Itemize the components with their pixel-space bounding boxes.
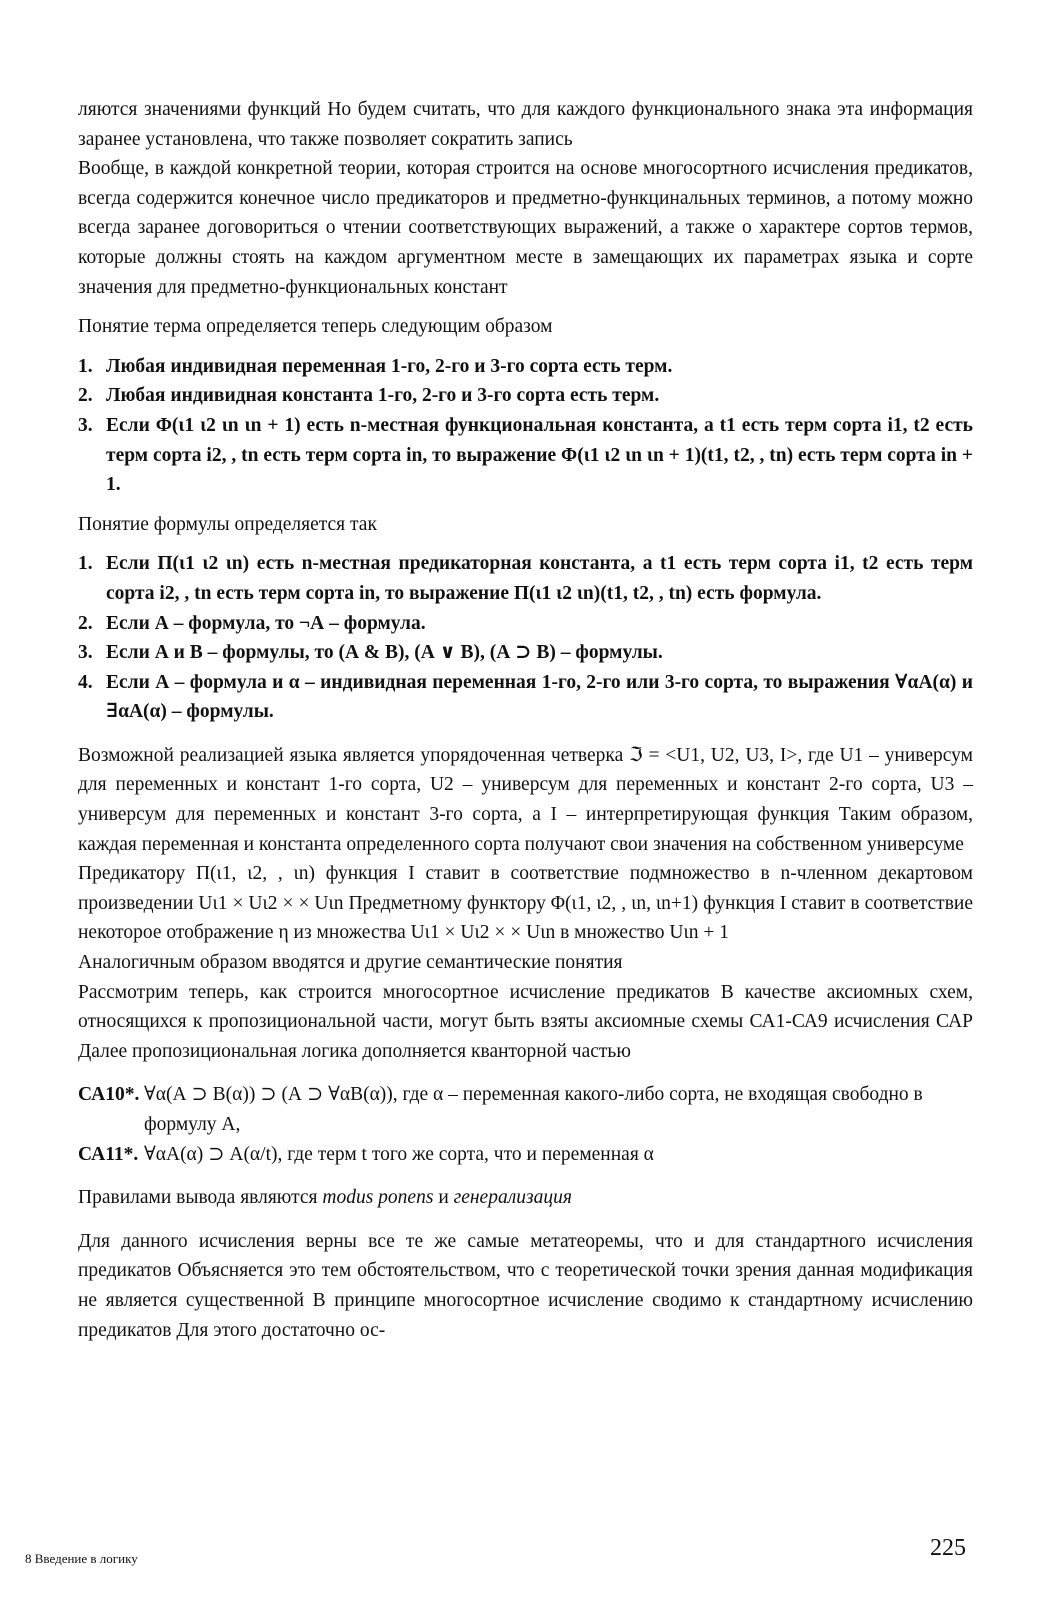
axiom-label: СА10*. [78, 1084, 140, 1106]
item-text: Если А – формула и α – индивидная переменная 1-го, 2-го или 3-го сорта, то выражения ∀αА(α) и ∃αА(α) – формулы. [106, 671, 973, 723]
rules-line [78, 1183, 973, 1213]
item-number: 2. [78, 385, 93, 407]
term-definition-list [78, 352, 973, 500]
paragraph-realization: Возможной реализацией языка является упорядоченная четверка ℑ = <U1, U2, U3, I>, где U1 – универсум для переменных и констант 1-го сорта, U2 – универсум для переменных и констант 2-го сорта, U3 – универсум для переменных и констант 3-го сорта, а I – интерпретирующая функция Таким образом, каждая переменная и константа определенного сорта получают свои значения на собственном универсуме [78, 744, 973, 855]
list-item [78, 609, 973, 639]
page-number: 225 [930, 1535, 966, 1561]
rules-prefix: Правилами вывода являются [78, 1187, 323, 1209]
paragraph-metatheorems: Для данного исчисления верны все те же самые метатеоремы, что и для стандартного исчисления предикатов Объясняется это тем обстоятельством, что с теоретической точки зрения данная модификация не является существенной В принципе многосортное исчисление сводимо к стандартному исчислению предикатов Для этого достаточно ос- [78, 1230, 973, 1341]
axiom-text: ∀α(А ⊃ В(α)) ⊃ (А ⊃ ∀αВ(α)), где α – переменная какого-либо сорта, не входящая свободно в формулу А, [144, 1084, 923, 1135]
list-item [78, 668, 973, 727]
item-number: 2. [78, 612, 93, 634]
paragraph-theory [78, 154, 973, 302]
item-text: Если Φ(ι1 ι2 ιn ιn + 1) есть n-местная функциональная константа, а t1 есть терм сорта i1, t2 есть терм сорта i2, , tn есть терм сорта in, то выражение Φ(ι1 ι2 ιn ιn + 1)(t1, t2, , tn) есть терм сорта in + 1. [106, 414, 973, 496]
item-number: 3. [78, 414, 93, 436]
footer-signature: 8 Введение в логику [25, 1551, 138, 1566]
rules-generalization: генерализация [453, 1187, 572, 1209]
item-text: Если А – формула, то ¬А – формула. [106, 612, 426, 634]
item-text: Если Π(ι1 ι2 ιn) есть n-местная предикаторная константа, а t1 есть терм сорта i1, t2 есть терм сорта i2, , tn есть терм сорта in, то выражение Π(ι1 ι2 ιn)(t1, t2, , tn) есть формула. [106, 553, 973, 604]
item-text: Любая индивидная переменная 1-го, 2-го и 3-го сорта есть терм. [106, 355, 673, 377]
axiom-label: СА11*. [78, 1143, 139, 1165]
rules-modus-ponens: modus ponens [322, 1187, 434, 1209]
list-item [78, 411, 973, 500]
formula-intro: Понятие формулы определяется так [78, 513, 377, 535]
item-number: 1. [78, 553, 93, 575]
term-intro: Понятие терма определяется теперь следующим образом [78, 316, 553, 338]
axiom-text: ∀αА(α) ⊃ А(α/t), где терм t того же сорта, что и переменная α [144, 1143, 654, 1165]
page-body [78, 95, 973, 1345]
rules-and: и [433, 1187, 454, 1209]
list-item [78, 352, 973, 382]
list-item [78, 549, 973, 608]
item-text: Любая индивидная константа 1-го, 2-го и 3-го сорта есть терм. [106, 385, 660, 407]
list-item [78, 638, 973, 668]
paragraph-calculus: Рассмотрим теперь, как строится многосортное исчисление предикатов В качестве аксиомных схем, относящихся к пропозициональной части, могут быть взяты аксиомные схемы СА1-СА9 исчисления САР Далее пропозициональная логика дополняется кванторной частью [78, 981, 973, 1062]
axiom-ca10 [78, 1080, 973, 1139]
list-item [78, 381, 973, 411]
paragraph-continuation: ляются значениями функций Но будем считать, что для каждого функционального знака эта информация заранее установлена, что также позволяет сократить запись [78, 99, 973, 150]
axiom-ca11 [78, 1140, 973, 1170]
paragraph-theory-text: Вообще, в каждой конкретной теории, которая строится на основе многосортного исчисления предикатов, всегда содержится конечное число предикаторов и предметно-функцинальных терминов, а потому можно всегда заранее договориться о чтении соответствующих выражений, а также о характере сортов термов, которые должны стоять на каждом аргументном месте в замещающих их параметрах языка и сорте значения для предметно-функциональных констант [78, 158, 973, 298]
item-number: 1. [78, 355, 93, 377]
paragraph-semantic: Аналогичным образом вводятся и другие семантические понятия [78, 952, 623, 974]
item-number: 4. [78, 671, 93, 693]
item-number: 3. [78, 642, 93, 664]
formula-definition-list [78, 549, 973, 727]
paragraph-predicator: Предикатору Π(ι1, ι2, , ιn) функция I ставит в соответствие подмножество в n-членном декартовом произведении Uι1 × Uι2 × × Uιn Предметному функтору Φ(ι1, ι2, , ιn, ιn+1) функция I ставит в соответствие некоторое отображение η из множества Uι1 × Uι2 × × Uιn в множество Uιn + 1 [78, 863, 973, 944]
item-text: Если А и В – формулы, то (А & В), (А ∨ В), (А ⊃ В) – формулы. [106, 642, 663, 664]
